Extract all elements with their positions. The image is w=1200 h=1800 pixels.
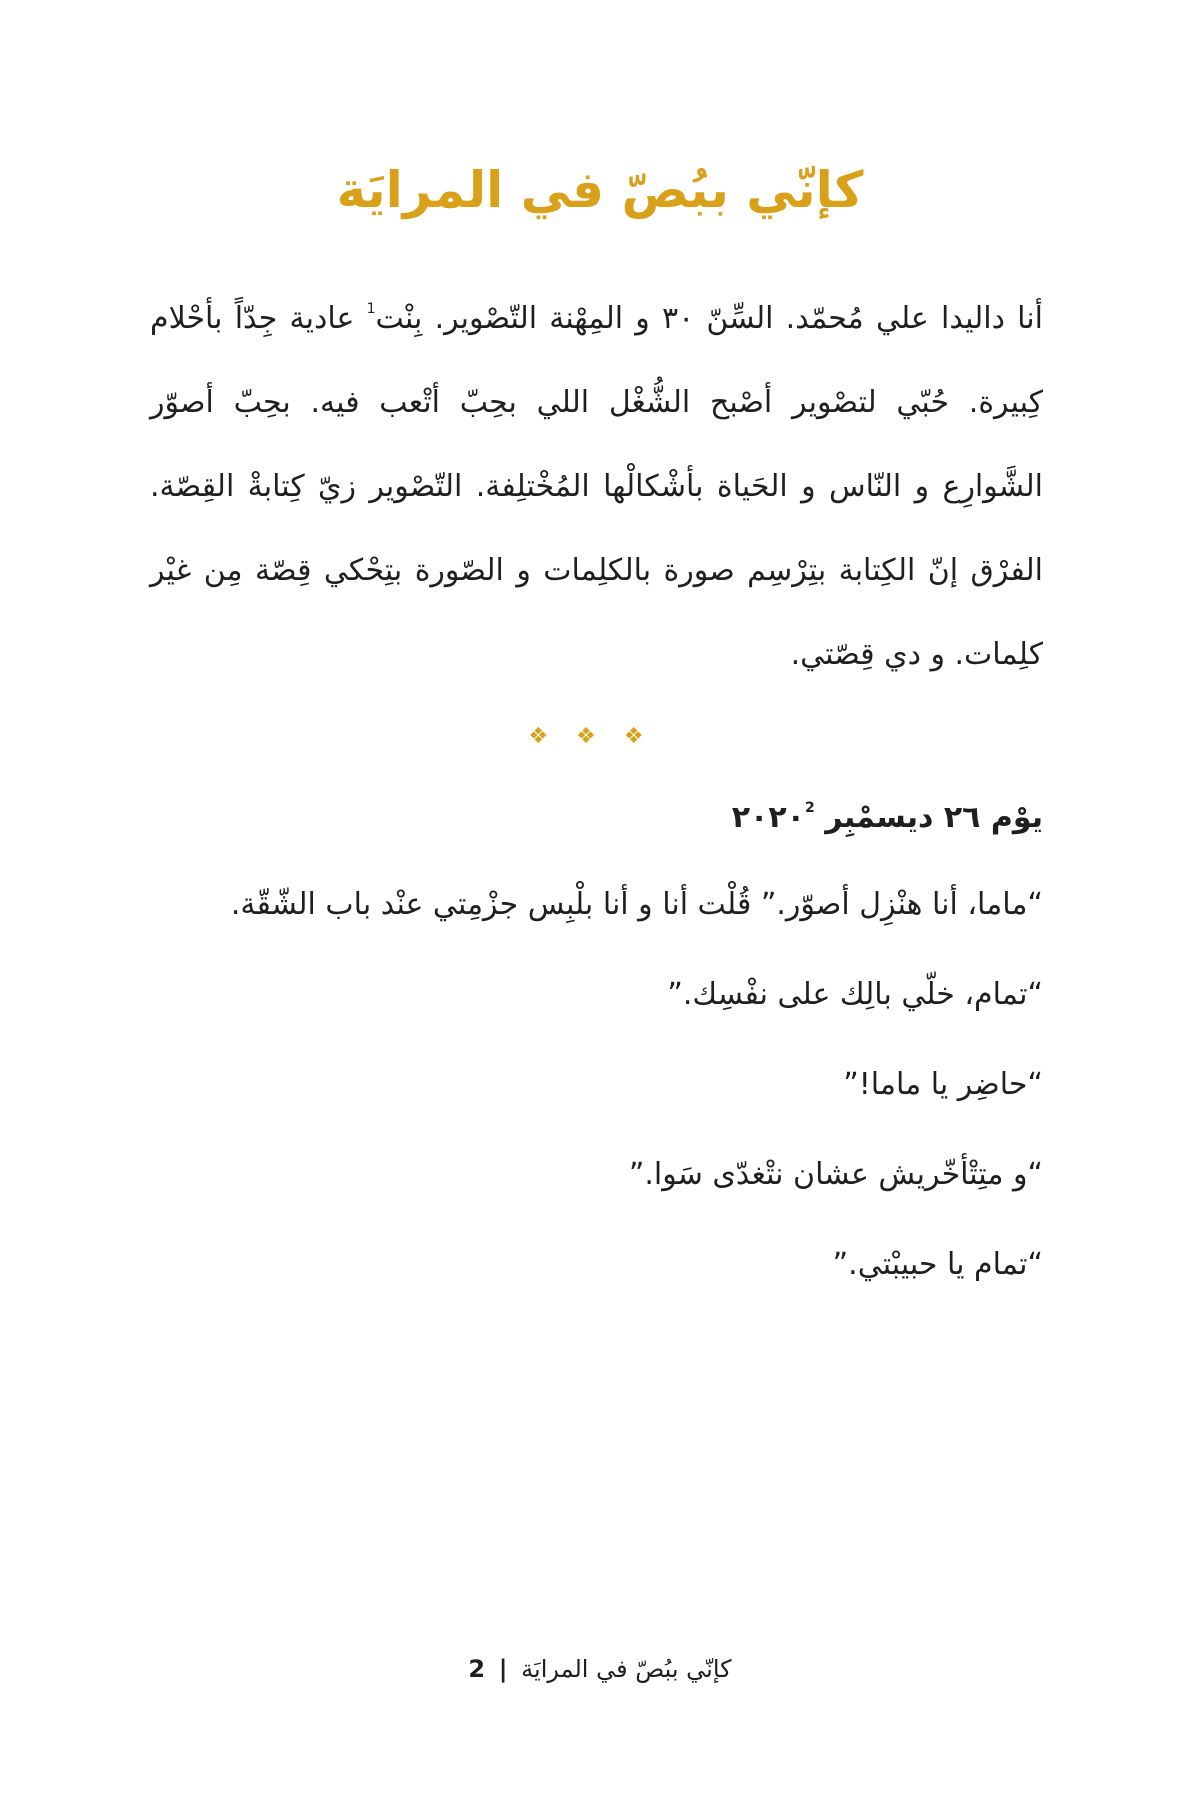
dialogue-line: “حاضِر يا ماما!” (843, 1067, 1043, 1102)
intro-text-rest: عادية جِدّاً بأحْلام كِبيرة. حُبّي لتصْوير أصْبح الشُّغْل اللي بحِبّ أتْعب فيه. بحِبّ أصوّر الشَّوارِع و النّاس و الحَياة بأشْكالْها المُخْتلِفة. التّصْوير زيّ كِتابةْ القِصّة. الفرْق إنّ الكِتابة بتِرْسِم صورة بالكلِمات و الصّورة بتِحْكي قِصّة مِن غيْر كلِمات. و دي قِصّتي. (150, 301, 1043, 672)
footnote-marker-1: 1 (366, 301, 376, 317)
page-footer (0, 1655, 1200, 1683)
footnote-marker-2: 2 (805, 800, 815, 816)
dialogue-line: “تمام يا حبيبْتي.” (832, 1247, 1043, 1282)
section-divider-icon: ❖❖❖ (528, 724, 672, 749)
date-text: يوْم ٢٦ ديسمْبِر ٢٠٢٠ (731, 800, 1043, 835)
intro-text: أنا داليدا علي مُحمّد. السِّنّ ٣٠ و المِهْنة التّصْوير. بِنْت (375, 301, 1043, 336)
footer-separator: | (498, 1655, 508, 1683)
page-number: 2 (468, 1655, 486, 1683)
footer-title: كإنّي ببُصّ في المرايَة (521, 1655, 732, 1683)
dialogue-line: “تمام، خلّي بالِك على نفْسِك.” (667, 977, 1043, 1012)
intro-paragraph (150, 277, 1043, 697)
date-heading (732, 800, 1043, 835)
page-title: كإنّي ببُصّ في المرايَة (336, 161, 864, 219)
dialogue-line: “ماما، أنا هنْزِل أصوّر.” قُلْت أنا و أنا بلْبِس جزْمِتي عنْد باب الشّقّة. (230, 887, 1043, 922)
dialogue-line: “و متِتْأخّريش عشان نتْغدّى سَوا.” (628, 1157, 1043, 1192)
